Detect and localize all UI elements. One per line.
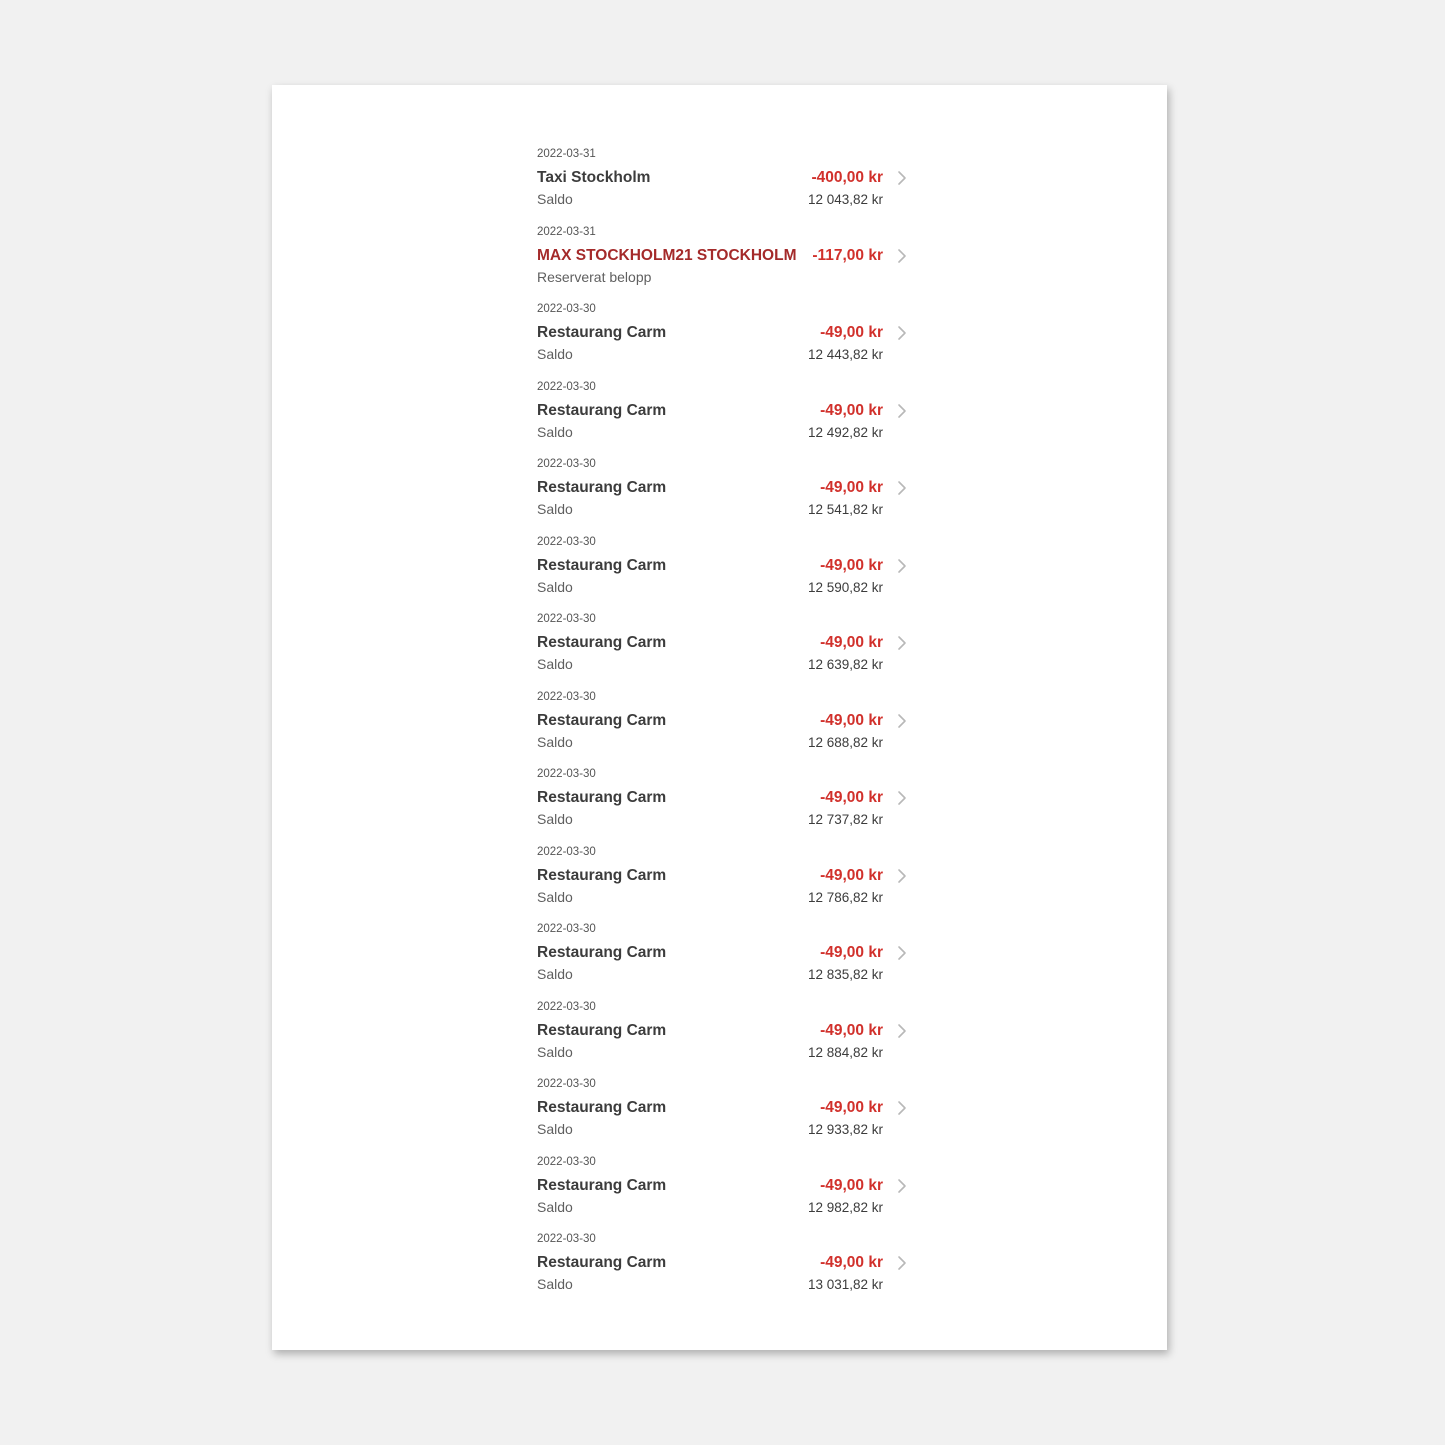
transaction-row[interactable] [537,454,909,532]
transaction-row[interactable] [537,299,909,377]
transaction-date: 2022-03-31 [537,225,596,238]
transaction-balance: 12 590,82 kr [807,579,883,595]
transaction-date: 2022-03-30 [537,303,596,315]
transaction-amount: -49,00 kr [820,866,883,884]
transaction-amount: -49,00 kr [820,634,883,651]
transaction-row[interactable] [537,532,909,610]
transaction-row[interactable] [537,842,909,920]
transaction-merchant: Restaurang Carm [537,556,667,574]
chevron-right-icon[interactable] [895,558,909,574]
transaction-merchant: Restaurang Carm [537,634,667,651]
transaction-row[interactable] [537,144,909,222]
transaction-merchant: Restaurang Carm [537,324,667,341]
transaction-subtitle: Saldo [537,733,573,750]
transaction-subtitle: Saldo [537,501,573,517]
transaction-amount: -49,00 kr [820,1254,883,1271]
transaction-date: 2022-03-30 [537,613,596,625]
transaction-row[interactable] [537,222,909,300]
transaction-amount: -49,00 kr [820,789,883,806]
transaction-amount: -49,00 kr [820,479,883,496]
transaction-merchant: Restaurang Carm [537,1099,667,1116]
chevron-right-icon[interactable] [895,248,909,264]
transaction-merchant: Restaurang Carm [537,479,667,496]
transaction-balance: 12 933,82 kr [807,1122,883,1137]
transaction-date: 2022-03-30 [537,845,596,858]
transaction-row[interactable] [537,919,909,997]
transaction-date: 2022-03-30 [537,768,596,780]
transaction-subtitle: Saldo [537,578,573,595]
transaction-amount: -49,00 kr [820,556,883,574]
transaction-amount: -400,00 kr [811,169,883,186]
chevron-right-icon[interactable] [895,945,909,961]
transaction-subtitle: Saldo [537,1121,573,1137]
transaction-subtitle: Saldo [537,1043,573,1060]
transaction-amount: -49,00 kr [820,324,883,341]
transaction-amount: -49,00 kr [820,1176,883,1194]
transaction-row[interactable] [537,609,909,687]
transaction-balance: 12 492,82 kr [807,424,883,440]
transaction-subtitle: Saldo [537,346,573,362]
transaction-balance: 12 982,82 kr [807,1199,883,1215]
transaction-row[interactable] [537,764,909,842]
transaction-merchant: MAX STOCKHOLM21 STOCKHOLM [537,246,797,264]
transaction-balance: 12 884,82 kr [807,1044,883,1060]
transaction-merchant: Restaurang Carm [537,1176,667,1194]
transaction-merchant: Restaurang Carm [537,866,667,884]
transaction-amount: -49,00 kr [820,711,883,729]
transaction-merchant: Restaurang Carm [537,711,667,729]
transaction-date: 2022-03-30 [537,1233,596,1245]
chevron-right-icon[interactable] [895,790,909,806]
transaction-balance: 12 786,82 kr [807,889,883,905]
transaction-date: 2022-03-30 [537,923,596,935]
transaction-row[interactable] [537,377,909,455]
transaction-date: 2022-03-30 [537,458,596,470]
transaction-balance: 12 443,82 kr [807,347,883,362]
transaction-subtitle: Saldo [537,423,573,440]
transaction-merchant: Restaurang Carm [537,401,667,419]
chevron-right-icon[interactable] [895,1255,909,1271]
transaction-balance: 12 737,82 kr [807,812,883,827]
transaction-amount: -49,00 kr [820,1021,883,1039]
transaction-merchant: Restaurang Carm [537,1021,667,1039]
chevron-right-icon[interactable] [895,170,909,186]
transaction-row[interactable] [537,1229,909,1307]
transaction-date: 2022-03-30 [537,380,596,393]
chevron-right-icon[interactable] [895,325,909,341]
transaction-list [537,144,909,1307]
transaction-date: 2022-03-31 [537,148,596,160]
chevron-right-icon[interactable] [895,713,909,729]
transaction-balance: 12 688,82 kr [807,734,883,750]
transaction-row[interactable] [537,1074,909,1152]
chevron-right-icon[interactable] [895,403,909,419]
transaction-date: 2022-03-30 [537,690,596,703]
statement-page [272,85,1167,1350]
transaction-merchant: Taxi Stockholm [537,169,651,186]
transaction-subtitle: Saldo [537,888,573,905]
transaction-subtitle: Saldo [537,811,573,827]
transaction-amount: -117,00 kr [812,246,883,264]
transaction-subtitle: Reserverat belopp [537,268,652,285]
transaction-amount: -49,00 kr [820,1099,883,1116]
transaction-date: 2022-03-30 [537,1000,596,1013]
transaction-merchant: Restaurang Carm [537,1254,667,1271]
transaction-row[interactable] [537,1152,909,1230]
transaction-subtitle: Saldo [537,656,573,672]
transaction-subtitle: Saldo [537,1276,573,1292]
transaction-subtitle: Saldo [537,966,573,982]
transaction-balance: 12 639,82 kr [807,657,883,672]
transaction-merchant: Restaurang Carm [537,944,667,961]
chevron-right-icon[interactable] [895,1178,909,1194]
chevron-right-icon[interactable] [895,635,909,651]
transaction-row[interactable] [537,997,909,1075]
transaction-balance: 12 835,82 kr [807,967,883,982]
transaction-date: 2022-03-30 [537,1078,596,1090]
chevron-right-icon[interactable] [895,868,909,884]
transaction-subtitle: Saldo [537,191,573,207]
chevron-right-icon[interactable] [895,480,909,496]
transaction-row[interactable] [537,687,909,765]
chevron-right-icon[interactable] [895,1100,909,1116]
transaction-balance: 12 541,82 kr [807,502,883,517]
transaction-amount: -49,00 kr [820,944,883,961]
transaction-merchant: Restaurang Carm [537,789,667,806]
transaction-balance: 12 043,82 kr [807,192,883,207]
transaction-date: 2022-03-30 [537,1155,596,1168]
transaction-balance: 13 031,82 kr [807,1277,883,1292]
chevron-right-icon[interactable] [895,1023,909,1039]
transaction-date: 2022-03-30 [537,535,596,548]
transaction-subtitle: Saldo [537,1198,573,1215]
transaction-amount: -49,00 kr [820,401,883,419]
